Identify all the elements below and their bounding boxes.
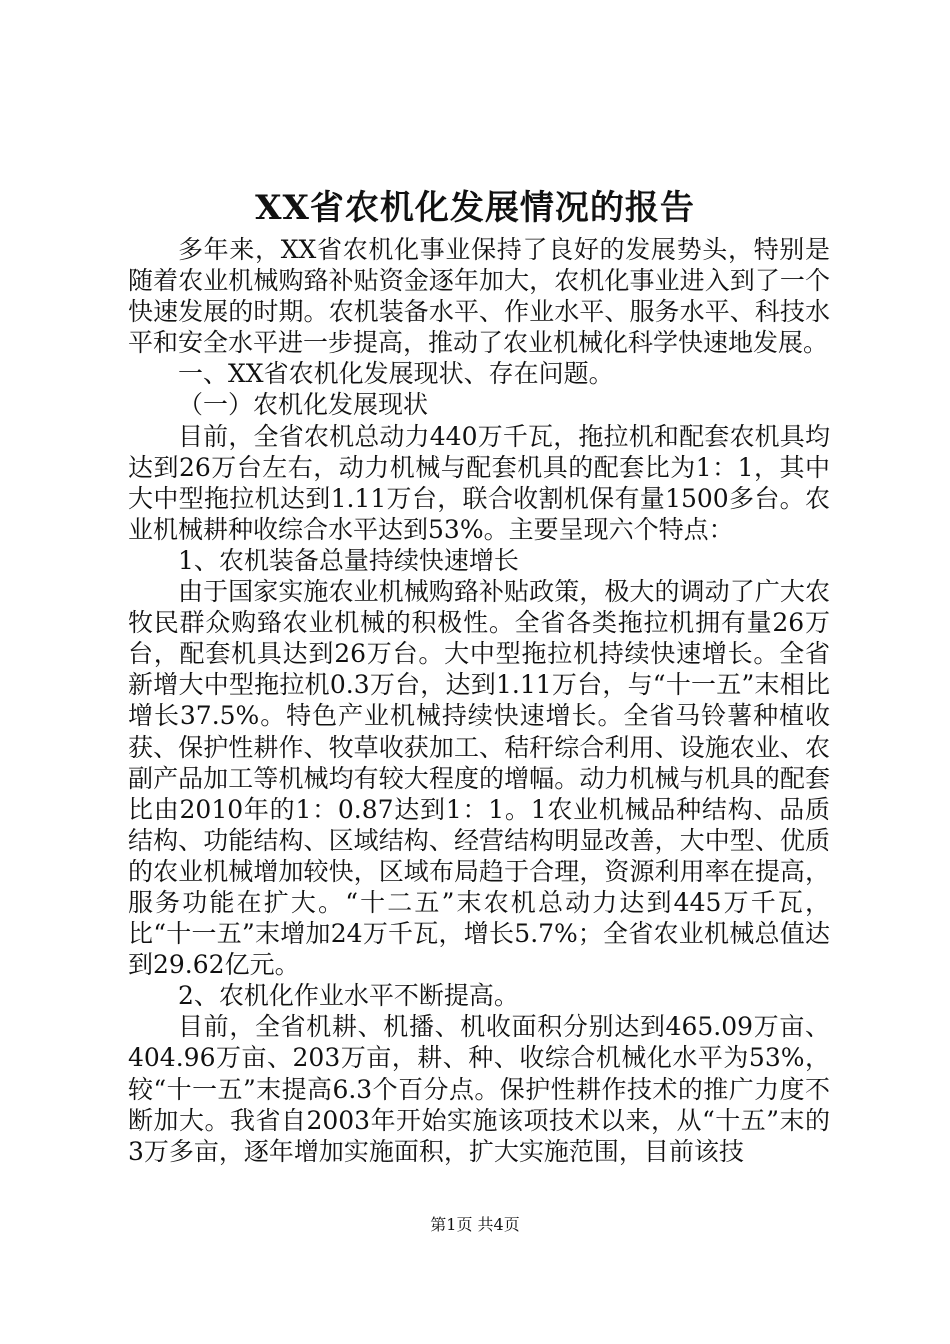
section-heading-1: 一、XX省农机化发展现状、存在问题。 <box>178 359 614 389</box>
paragraph-intro: 多年来，XX省农机化事业保持了良好的发展势头，特别是随着农业机械购臵补贴资金逐年加大，农机化事业进入到了一个快速发展的时期。农机装备水平、作业水平、服务水平、科技水平和安全水平进一步提高，推动了农业机械化科学快速地发展。 <box>128 235 830 358</box>
page-footer: 第1页 共4页 <box>430 1215 520 1234</box>
document-title: XX省农机化发展情况的报告 <box>255 188 695 228</box>
point-heading-2: 2、农机化作业水平不断提高。 <box>178 981 519 1011</box>
point-heading-1: 1、农机装备总量持续快速增长 <box>178 545 519 575</box>
subsection-heading-1: （一）农机化发展现状 <box>178 390 429 420</box>
paragraph-status: 目前，全省农机总动力440万千瓦，拖拉机和配套农机具均达到26万台左右，动力机械与配套机具的配套比为1：1，其中大中型拖拉机达到1.11万台，联合收割机保有量1500多台。农业机械耕种收综合水平达到53%。主要呈现六个特点： <box>128 421 830 544</box>
paragraph-equipment: 由于国家实施农业机械购臵补贴政策，极大的调动了广大农牧民群众购臵农业机械的积极性。全省各类拖拉机拥有量26万台，配套机具达到26万台。大中型拖拉机持续快速增长。全省新增大中型拖拉机0.3万台，达到1.11万台，与“十一五”末相比增长37.5%。特色产业机械持续快速增长。全省马铃薯种植收获、保护性耕作、牧草收获加工、秸秆综合利用、设施农业、农副产品加工等机械均有较大程度的增幅。动力机械与机具的配套比由2010年的1：0.87达到1：1。1农业机械品种结构、品质结构、功能结构、区域结构、经营结构明显改善，大中型、优质的农业机械增加较快，区域布局趋于合理，资源利用率在提高，服务功能在扩大。“十二五”末农机总动力达到445万千瓦，比“十一五”末增加24万千瓦，增长5.7%；全省农业机械总值达到29.62亿元。 <box>128 577 830 980</box>
document-body <box>128 234 830 1167</box>
paragraph-operation: 目前，全省机耕、机播、机收面积分别达到465.09万亩、404.96万亩、203万亩，耕、种、收综合机械化水平为53%，较“十一五”末提高6.3个百分点。保护性耕作技术的推广力度不断加大。我省自2003年开始实施该项技术以来，从“十五”末的3万多亩，逐年增加实施面积，扩大实施范围，目前该技 <box>128 1012 830 1166</box>
